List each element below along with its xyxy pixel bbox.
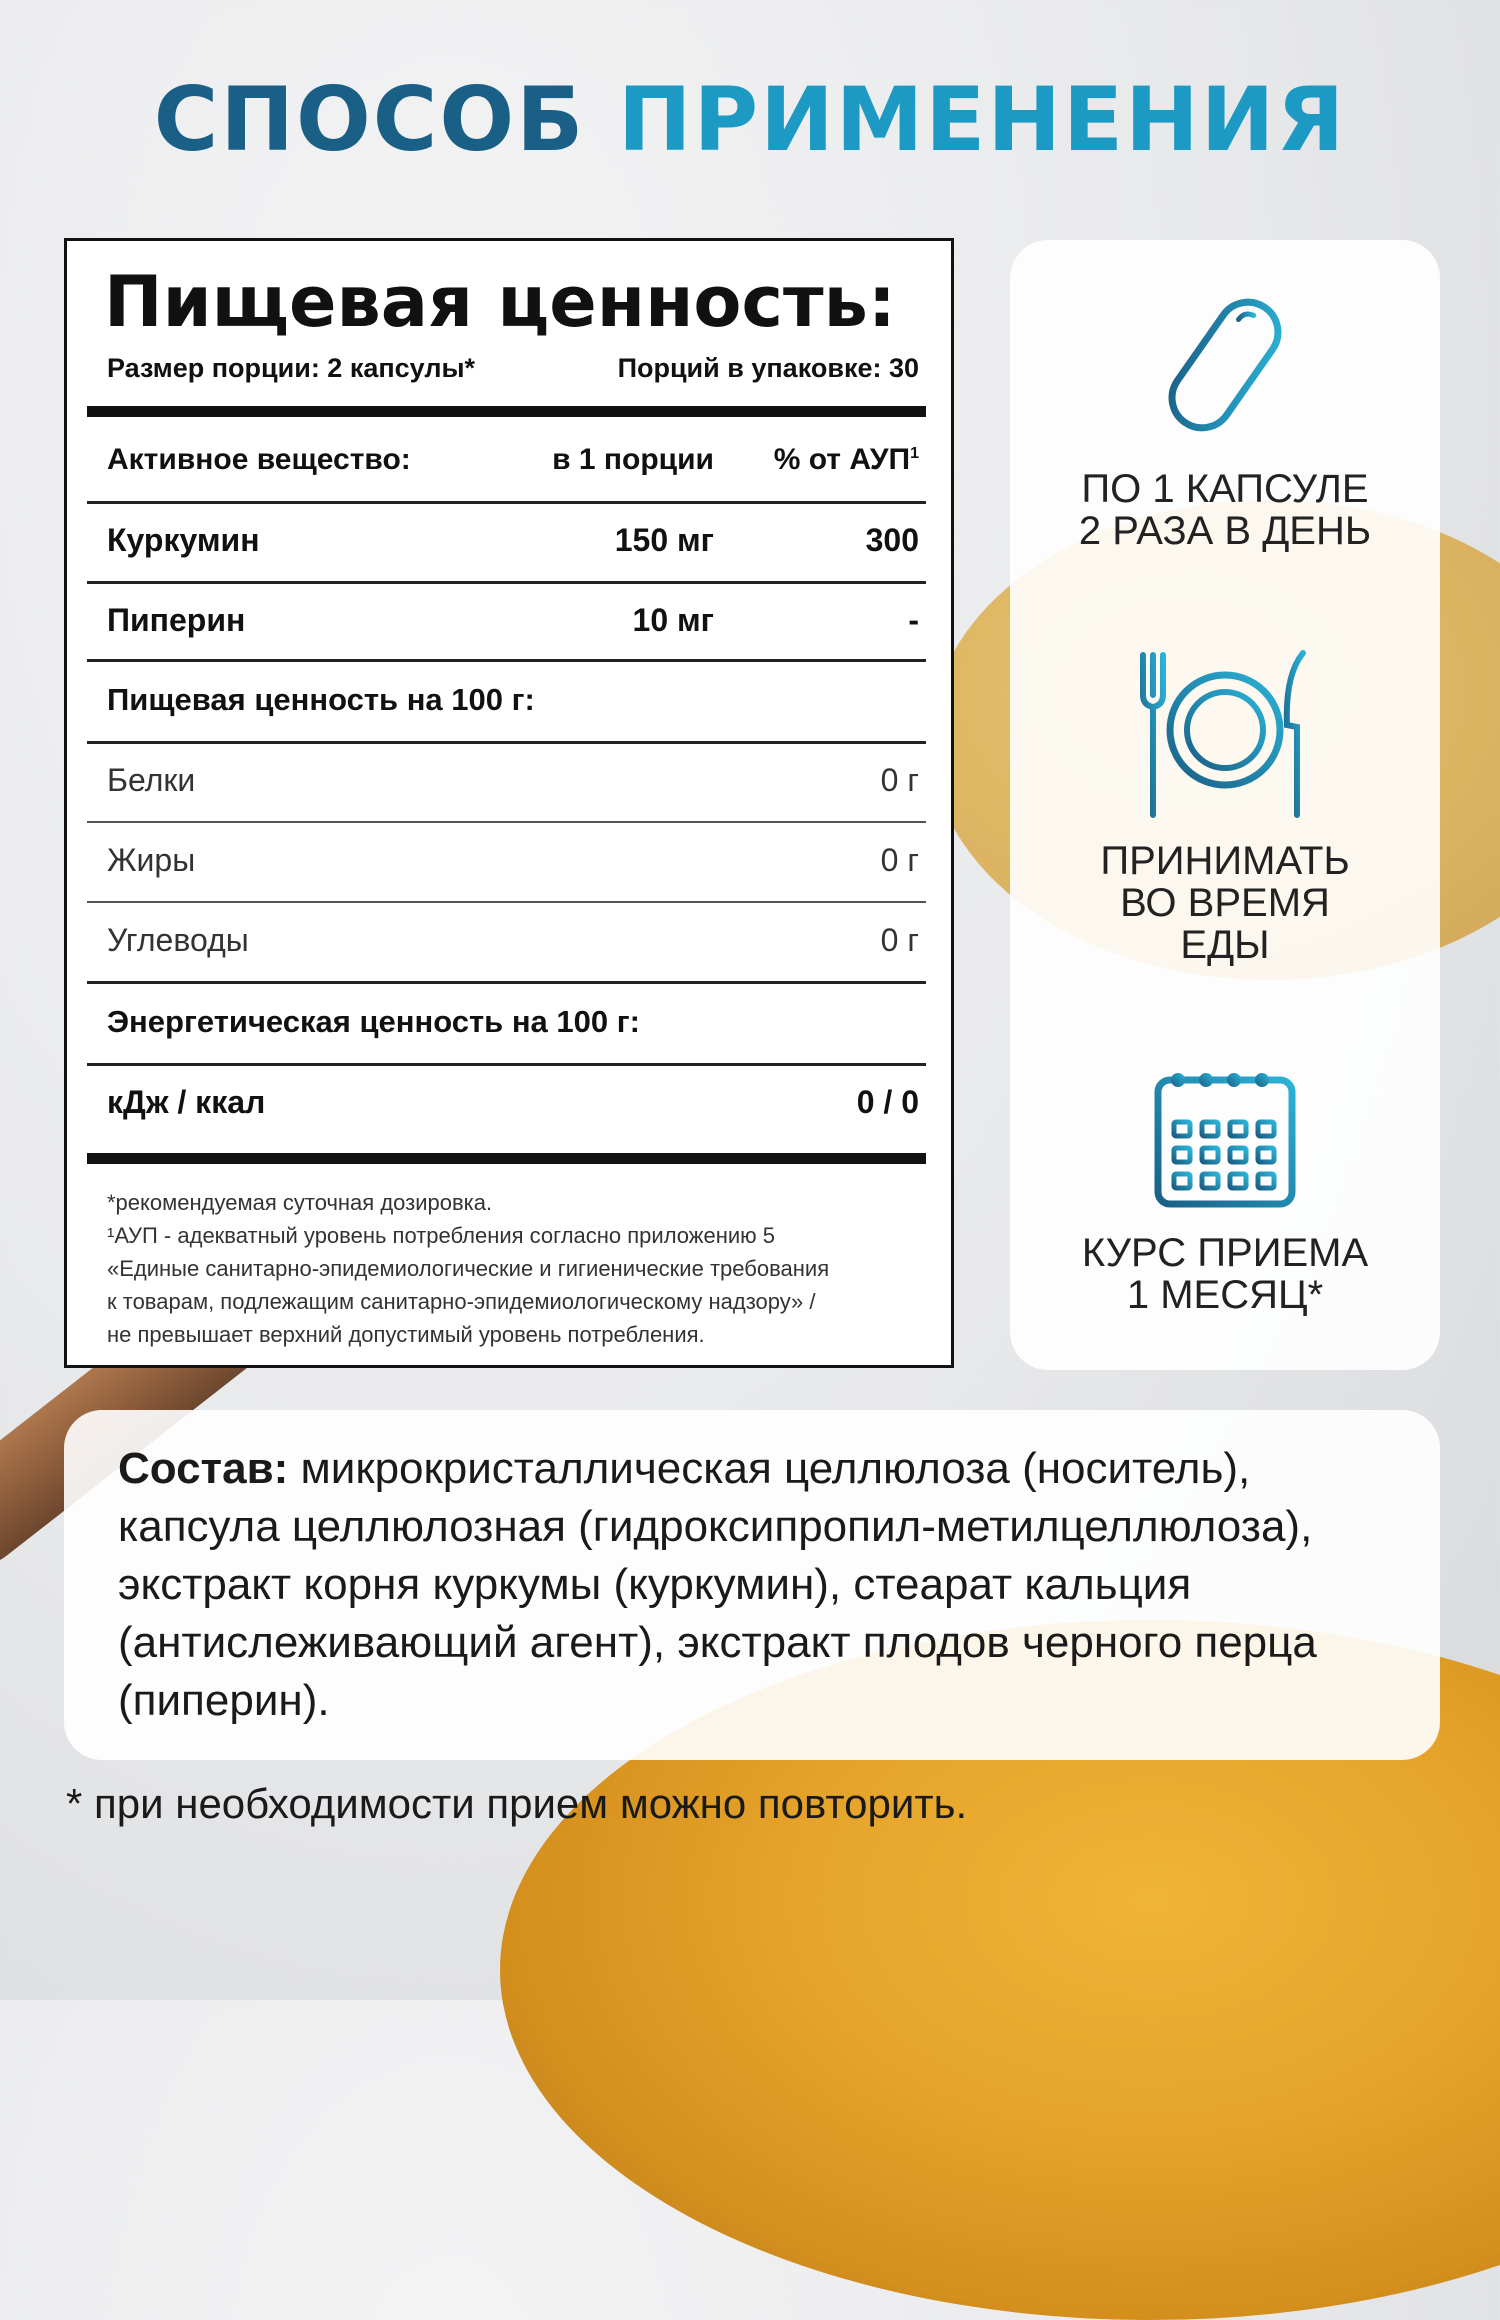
active-name: Куркумин: [107, 521, 260, 558]
usage-line: ПО 1 КАПСУЛЕ: [1081, 467, 1369, 511]
energy-value: 0 / 0: [856, 1083, 919, 1120]
table-row-curcumin: [107, 501, 919, 579]
usage-line: ПРИНИМАТЬ: [1100, 839, 1350, 883]
thick-divider-top: [87, 406, 926, 417]
usage-line: 2 РАЗА В ДЕНЬ: [1078, 509, 1372, 553]
header-per-serving: в 1 порции: [552, 443, 714, 476]
macro-name: Углеводы: [107, 921, 249, 958]
page-title: [0, 68, 1500, 171]
active-percent: 300: [865, 521, 919, 558]
composition-text: [118, 1440, 1400, 1730]
header-percent-aup: [714, 443, 919, 477]
composition-card: [64, 1410, 1440, 1760]
usage-card: [1010, 240, 1440, 1370]
table-row-energy: [107, 1063, 919, 1141]
footnote-line: не превышает верхний допустимый уровень потребления.: [107, 1322, 705, 1347]
usage-line: ВО ВРЕМЯ: [1120, 881, 1330, 925]
composition-body: микрокристаллическая целлюлоза (носитель), капсула целлюлозная (гидроксипропил-метилцеллюлоза), экстракт корня куркумы (куркумин), стеарат кальция (антислеживающий агент), экстракт плодов черного перца (пиперин).: [118, 1444, 1317, 1725]
usage-line: 1 МЕСЯЦ*: [1126, 1273, 1324, 1317]
table-row-carbs: [107, 901, 919, 979]
footnotes: [107, 1186, 921, 1351]
composition-label: Состав:: [118, 1444, 289, 1493]
thick-divider-bottom: [87, 1153, 926, 1164]
title-word-1: СПОСОБ: [153, 68, 586, 171]
footnote-line: ¹АУП - адекватный уровень потребления согласно приложению 5: [107, 1223, 776, 1248]
macro-name: Белки: [107, 761, 196, 798]
usage-timing-text: [1010, 840, 1440, 966]
header-active-substance: Активное вещество:: [107, 443, 411, 476]
footnote-line: «Единые санитарно-эпидемиологические и гигиенические требования: [107, 1256, 830, 1281]
macro-value: 0 г: [880, 921, 919, 958]
usage-course-text: [1010, 1232, 1440, 1316]
table-row-protein: [107, 741, 919, 819]
energy-heading: Энергетическая ценность на 100 г:: [107, 1004, 640, 1039]
footnote-line: *рекомендуемая суточная дозировка.: [107, 1190, 493, 1215]
macro-value: 0 г: [880, 761, 919, 798]
table-row-fat: [107, 821, 919, 899]
energy-heading-row: [107, 983, 919, 1061]
per100-heading: Пищевая ценность на 100 г:: [107, 682, 535, 717]
macro-value: 0 г: [880, 841, 919, 878]
table-header-row: [107, 421, 919, 499]
title-word-2: ПРИМЕНЕНИЯ: [617, 68, 1347, 171]
plate-fork-knife-icon: [1135, 645, 1315, 825]
nutrition-facts-panel: [64, 238, 954, 1368]
usage-line: КУРС ПРИЕМА: [1081, 1231, 1369, 1275]
nutrition-heading: Пищевая ценность:: [104, 261, 896, 343]
active-amount: 10 мг: [632, 601, 714, 638]
calendar-icon: [1150, 1062, 1300, 1212]
per100-heading-row: [107, 661, 919, 739]
active-amount: 150 мг: [614, 521, 714, 558]
macro-name: Жиры: [107, 841, 196, 878]
servings-per-pack: Порций в упаковке: 30: [617, 353, 919, 383]
serving-size: Размер порции: 2 капсулы*: [107, 353, 476, 383]
usage-line: ЕДЫ: [1180, 923, 1270, 967]
active-name: Пиперин: [107, 601, 246, 638]
capsule-icon: [1150, 290, 1300, 440]
energy-name: кДж / ккал: [107, 1083, 266, 1120]
active-percent: -: [908, 601, 919, 638]
footnote-line: к товарам, подлежащим санитарно-эпидемиологическому надзору» /: [107, 1289, 816, 1314]
header-percent-aup-sup: 1: [910, 445, 919, 462]
repeat-note: * при необходимости прием можно повторить.: [66, 1780, 968, 1827]
header-percent-aup-text: % от АУП: [773, 443, 911, 476]
usage-dose-text: [1010, 468, 1440, 552]
table-row-piperine: [107, 581, 919, 659]
